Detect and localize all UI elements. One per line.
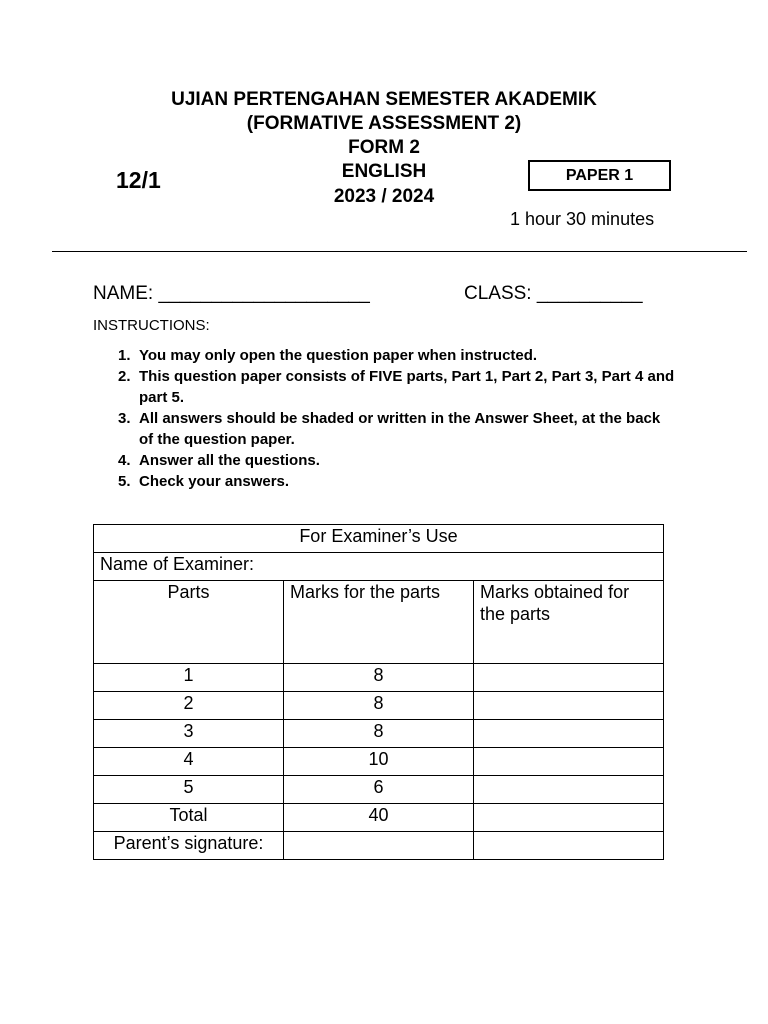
table-header-row: [94, 581, 664, 664]
total-obtained-cell[interactable]: [474, 804, 664, 832]
part-cell: 5: [94, 776, 284, 804]
marks-cell: 10: [284, 748, 474, 776]
instruction-number: 3.: [118, 410, 131, 427]
name-field[interactable]: NAME: ____________________: [93, 283, 370, 304]
paper-code: 12/1: [116, 167, 161, 193]
part-cell: 3: [94, 720, 284, 748]
instruction-number: 2.: [118, 368, 131, 385]
part-cell: 1: [94, 664, 284, 692]
examiner-name-label: Name of Examiner:: [94, 553, 664, 581]
exam-title: UJIAN PERTENGAHAN SEMESTER AKADEMIK: [171, 89, 597, 110]
obtained-cell[interactable]: [474, 776, 664, 804]
instruction-number: 1.: [118, 347, 131, 364]
total-marks: 40: [284, 804, 474, 832]
instructions-heading: INSTRUCTIONS:: [93, 317, 210, 334]
instruction-text: Check your answers.: [139, 473, 290, 490]
table-row: [94, 776, 664, 804]
subject-label: ENGLISH: [341, 161, 427, 182]
year-label: 2023 / 2024: [333, 186, 435, 207]
table-title-row: [94, 525, 664, 553]
instruction-item: [118, 366, 678, 408]
part-cell: 4: [94, 748, 284, 776]
table-row: [94, 720, 664, 748]
marks-cell: 8: [284, 720, 474, 748]
column-header-obtained: Marks obtained for the parts: [474, 581, 664, 664]
instruction-item: [118, 471, 678, 492]
signature-row: [94, 832, 664, 860]
examiner-table: [93, 524, 664, 860]
total-label: Total: [94, 804, 284, 832]
marks-cell: 8: [284, 664, 474, 692]
instruction-item: [118, 408, 678, 450]
total-row: [94, 804, 664, 832]
marks-cell: 8: [284, 692, 474, 720]
class-field[interactable]: CLASS: __________: [464, 283, 643, 304]
instruction-text: Answer all the questions.: [139, 452, 320, 469]
assessment-title: (FORMATIVE ASSESSMENT 2): [246, 113, 522, 134]
table-row: [94, 664, 664, 692]
obtained-cell[interactable]: [474, 664, 664, 692]
marks-cell: 6: [284, 776, 474, 804]
instruction-item: [118, 345, 678, 366]
column-header-marks: Marks for the parts: [284, 581, 474, 664]
header-divider: [52, 251, 747, 252]
signature-cell[interactable]: [474, 832, 664, 860]
signature-cell[interactable]: [284, 832, 474, 860]
form-label: FORM 2: [348, 137, 420, 158]
obtained-cell[interactable]: [474, 720, 664, 748]
obtained-cell[interactable]: [474, 692, 664, 720]
examiner-name-row: [94, 553, 664, 581]
instruction-text: All answers should be shaded or written in the Answer Sheet, at the back of the question paper.: [139, 410, 661, 448]
parent-signature-label: Parent’s signature:: [94, 832, 284, 860]
obtained-cell[interactable]: [474, 748, 664, 776]
column-header-parts: Parts: [94, 581, 284, 664]
paper-number-box: PAPER 1: [528, 160, 671, 191]
instruction-number: 5.: [118, 473, 131, 490]
instructions-list: [118, 345, 678, 492]
instruction-item: [118, 450, 678, 471]
instruction-number: 4.: [118, 452, 131, 469]
table-row: [94, 748, 664, 776]
duration-label: 1 hour 30 minutes: [510, 209, 655, 229]
table-row: [94, 692, 664, 720]
part-cell: 2: [94, 692, 284, 720]
table-title: For Examiner’s Use: [94, 525, 664, 553]
instruction-text: This question paper consists of FIVE parts, Part 1, Part 2, Part 3, Part 4 and part 5.: [139, 368, 675, 406]
instruction-text: You may only open the question paper when instructed.: [139, 347, 538, 364]
